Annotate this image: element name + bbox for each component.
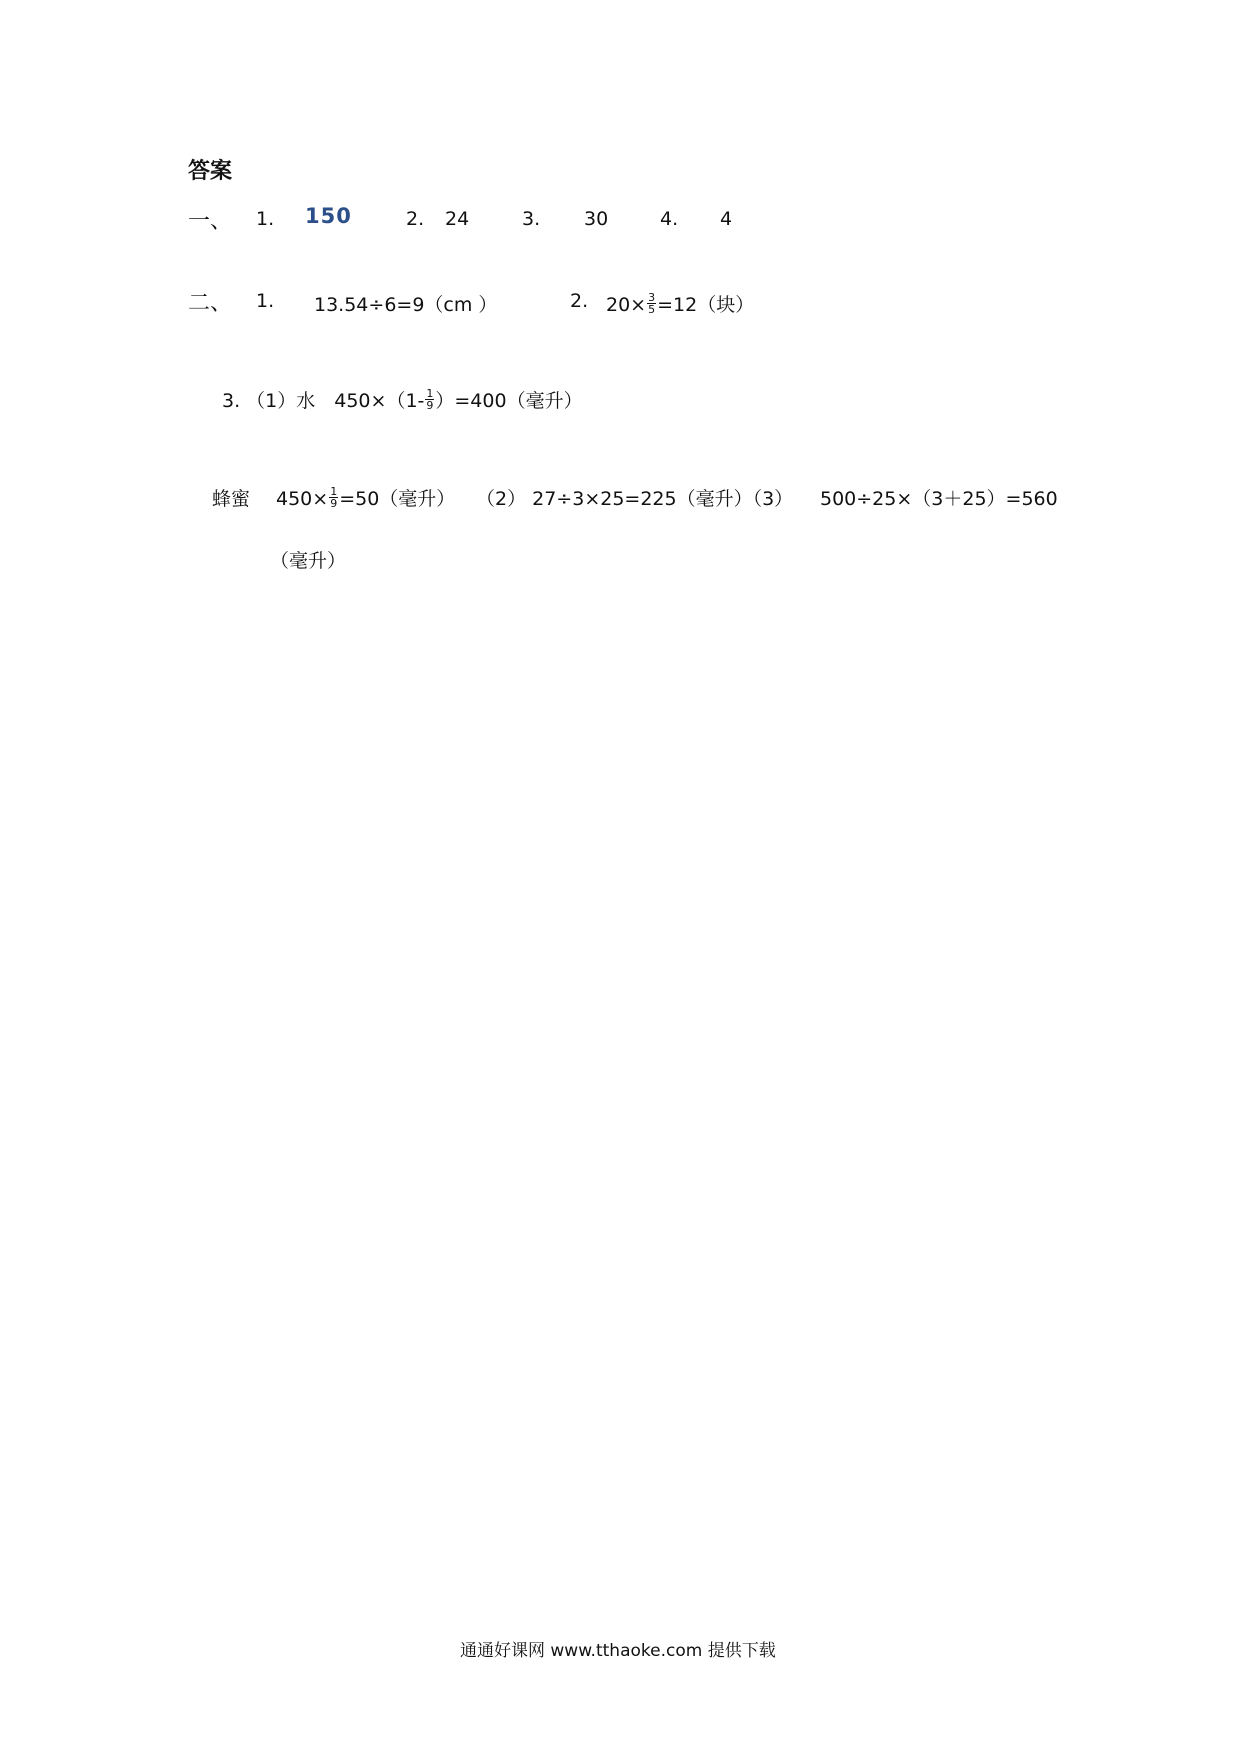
s2-q2-pre: 20× — [606, 294, 647, 316]
fraction-numerator: 3 — [648, 291, 656, 304]
s1-item4-answer: 4 — [720, 208, 733, 230]
q3-line2-part2: （2） 27÷3×25=225（毫升）（3） — [476, 488, 794, 510]
fraction-numerator: 1 — [330, 485, 338, 498]
section1-label: 一、 — [188, 209, 233, 234]
s1-item4-num: 4. — [660, 208, 679, 230]
s1-item2-answer: 24 — [445, 208, 470, 230]
fraction-denominator: 9 — [330, 497, 338, 510]
s1-item3-num: 3. — [522, 208, 541, 230]
q3-line2-expr — [276, 484, 455, 511]
fraction — [425, 388, 434, 411]
footer-text: 通通好课网 www.tthaoke.com 提供下载 — [460, 1641, 776, 1661]
fraction-numerator: 1 — [426, 387, 434, 400]
q3-line1-post: ）=400（毫升） — [435, 390, 583, 412]
s2-q1-expr: 13.54÷6=9（cm ） — [314, 294, 498, 316]
s1-item1-answer: 150 — [305, 204, 352, 228]
q3-line2-part3: 500÷25×（3＋25）=560 — [820, 488, 1058, 510]
q3-line1-pre: 3. （1）水 450×（1- — [222, 390, 425, 412]
page-title: 答案 — [188, 159, 233, 184]
s2-q2-num: 2. — [570, 290, 589, 312]
s2-q2-expr — [606, 290, 754, 317]
s1-item2-num: 2. — [406, 208, 425, 230]
fraction-denominator: 5 — [648, 303, 656, 316]
fraction — [647, 292, 656, 315]
s2-q2-post: =12（块） — [657, 294, 755, 316]
s2-q1-num: 1. — [256, 290, 275, 312]
fraction — [329, 486, 338, 509]
q3-line3: （毫升） — [270, 550, 347, 572]
q3-line2-post: =50（毫升） — [339, 488, 456, 510]
q3-line1 — [222, 386, 583, 413]
fraction-denominator: 9 — [426, 399, 434, 412]
s1-item1-num: 1. — [256, 208, 275, 230]
q3-line2-pre: 450× — [276, 488, 329, 510]
section2-label: 二、 — [188, 291, 233, 316]
s1-item3-answer: 30 — [584, 208, 609, 230]
q3-line2-label: 蜂蜜 — [212, 488, 251, 510]
